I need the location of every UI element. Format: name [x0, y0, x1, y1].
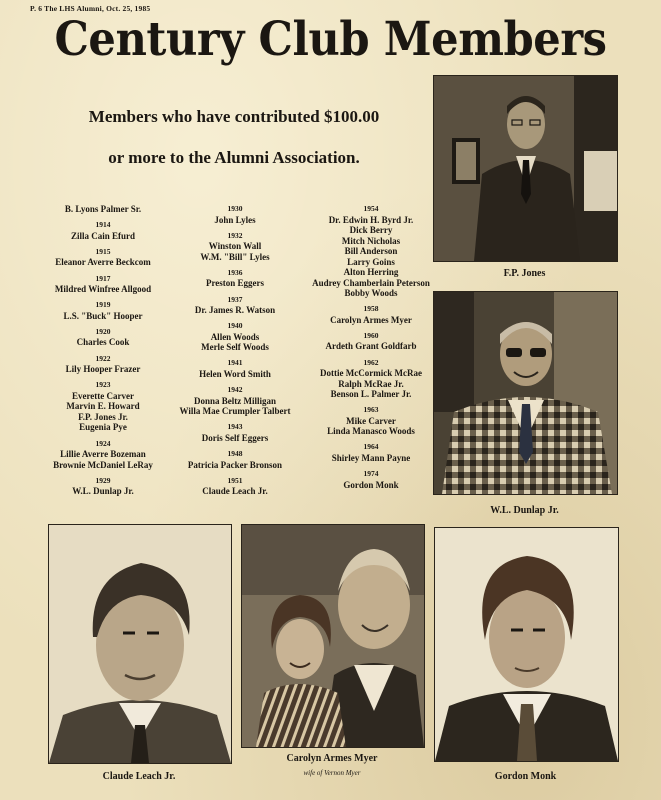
member-name: Ralph McRae Jr. — [338, 378, 404, 389]
member-name: Marvin E. Howard — [66, 401, 140, 412]
member-name: L.S. "Buck" Hooper — [63, 310, 143, 321]
member-column-2 — [160, 204, 310, 502]
member-name: Allen Woods — [210, 331, 260, 342]
member-name: Zilla Cain Efurd — [70, 230, 135, 241]
member-year-group — [160, 476, 310, 497]
member-year-group — [296, 204, 446, 299]
running-head: P. 6 The LHS Alumni, Oct. 25, 1985 — [30, 4, 151, 13]
member-name: Dick Berry — [349, 225, 393, 235]
class-year: 1943 — [227, 422, 243, 432]
class-year: 1929 — [95, 475, 111, 485]
member-year-group — [28, 380, 178, 433]
class-year: 1932 — [227, 230, 243, 240]
member-year-group — [160, 385, 310, 417]
member-name: Patricia Packer Bronson — [187, 459, 283, 470]
member-year-group — [28, 204, 178, 215]
page-title: Century Club Members — [54, 12, 607, 67]
member-name: Bobby Woods — [344, 288, 398, 298]
member-year-group — [296, 331, 446, 352]
member-name: Dottie McCormick McRae — [320, 368, 422, 379]
member-name: Linda Manasco Woods — [327, 426, 415, 437]
member-name: B. Lyons Palmer Sr. — [64, 204, 142, 214]
wl-dunlap-caption: W.L. Dunlap Jr. — [490, 505, 559, 516]
member-name: W.L. Dunlap Jr. — [72, 486, 134, 497]
class-year: 1951 — [227, 475, 243, 485]
member-year-group — [296, 442, 446, 463]
member-name: Mike Carver — [346, 415, 396, 426]
member-year-group — [28, 327, 178, 348]
fp-jones-photo — [433, 75, 618, 262]
member-name: Bill Anderson — [344, 246, 398, 256]
class-year: 1941 — [227, 358, 243, 368]
member-name: Benson L. Palmer Jr. — [330, 389, 412, 400]
member-year-group — [296, 469, 446, 490]
class-year: 1924 — [95, 438, 111, 448]
member-year-group — [160, 268, 310, 289]
class-year: 1919 — [95, 300, 111, 310]
member-year-group — [28, 247, 178, 268]
class-year: 1930 — [227, 204, 243, 213]
member-name: Ardeth Grant Goldfarb — [325, 341, 417, 352]
member-year-group — [160, 321, 310, 353]
member-name: Carolyn Armes Myer — [330, 314, 412, 325]
class-year: 1942 — [227, 385, 243, 395]
subhead-line-1: Members who have contributed $100.00 — [88, 107, 380, 126]
claude-leach-caption: Claude Leach Jr. — [102, 771, 176, 782]
member-name: Doris Self Eggers — [201, 432, 269, 443]
member-year-group — [28, 274, 178, 295]
subhead-line-2: or more to the Alumni Association. — [108, 148, 360, 167]
member-name: Dr. James R. Watson — [194, 305, 276, 316]
class-year: 1922 — [95, 353, 111, 363]
member-year-group — [160, 231, 310, 263]
member-year-group — [160, 295, 310, 316]
carolyn-myer-subcaption: wife of Vernon Myer — [303, 769, 361, 777]
member-name: Eugenia Pye — [79, 422, 127, 433]
class-year: 1915 — [95, 246, 111, 256]
member-year-group — [28, 220, 178, 241]
member-year-group — [28, 300, 178, 321]
class-year: 1958 — [363, 304, 379, 314]
member-name: Willa Mae Crumpler Talbert — [179, 406, 291, 417]
member-name: Dr. Edwin H. Byrd Jr. — [328, 214, 414, 225]
class-year: 1923 — [95, 380, 111, 390]
member-name: Charles Cook — [76, 337, 130, 348]
class-year: 1917 — [95, 273, 111, 283]
member-name: Gordon Monk — [343, 479, 399, 490]
wl-dunlap-photo — [433, 291, 618, 495]
member-column-1 — [28, 204, 178, 502]
member-name: Preston Eggers — [205, 278, 265, 289]
member-name: Lillie Averre Bozeman — [60, 449, 146, 459]
carolyn-myer-caption: Carolyn Armes Myer — [286, 753, 378, 764]
member-name: Brownie McDaniel LeRay — [53, 459, 153, 470]
member-name: Larry Goins — [347, 256, 395, 267]
member-name: F.P. Jones Jr. — [78, 411, 128, 422]
member-name: Merle Self Woods — [201, 342, 269, 353]
class-year: 1962 — [363, 357, 379, 367]
fp-jones-caption: F.P. Jones — [503, 268, 546, 279]
class-year: 1954 — [363, 204, 379, 213]
member-name: Everette Carver — [71, 390, 135, 401]
class-year: 1920 — [95, 326, 111, 336]
class-year: 1940 — [227, 321, 243, 331]
class-year: 1963 — [363, 405, 379, 415]
member-name: Audrey Chamberlain Peterson — [312, 277, 430, 288]
gordon-monk-photo — [434, 527, 619, 762]
member-year-group — [296, 358, 446, 400]
member-year-group — [28, 354, 178, 375]
member-year-group — [160, 358, 310, 379]
member-name: John Lyles — [214, 214, 256, 225]
member-name: Mildred Winfree Allgood — [54, 284, 152, 295]
member-name: Donna Beltz Milligan — [193, 395, 276, 406]
class-year: 1964 — [363, 442, 379, 452]
class-year: 1948 — [227, 449, 243, 458]
member-name: Mitch Nicholas — [341, 235, 401, 246]
member-year-group — [296, 304, 446, 325]
class-year: 1960 — [363, 330, 379, 340]
member-name: Alton Herring — [343, 267, 399, 277]
member-name: Helen Word Smith — [199, 368, 271, 379]
member-year-group — [296, 405, 446, 437]
carolyn-myer-photo — [241, 524, 425, 748]
member-name: Claude Leach Jr. — [202, 486, 268, 497]
member-name: Winston Wall — [208, 241, 262, 252]
class-year: 1974 — [363, 469, 379, 479]
member-name: Shirley Mann Payne — [331, 452, 411, 463]
member-name: Eleanor Averre Beckcom — [55, 257, 151, 268]
member-name: W.M. "Bill" Lyles — [200, 251, 270, 262]
member-column-3 — [296, 204, 446, 496]
member-year-group — [28, 476, 178, 497]
member-year-group — [160, 204, 310, 225]
member-name: Lily Hooper Frazer — [65, 364, 141, 375]
class-year: 1936 — [227, 267, 243, 277]
claude-leach-photo — [48, 524, 232, 764]
gordon-monk-caption: Gordon Monk — [494, 771, 557, 782]
class-year: 1937 — [227, 294, 243, 304]
class-year: 1914 — [95, 220, 111, 230]
member-year-group — [160, 422, 310, 443]
member-year-group — [28, 439, 178, 471]
member-year-group — [160, 449, 310, 470]
